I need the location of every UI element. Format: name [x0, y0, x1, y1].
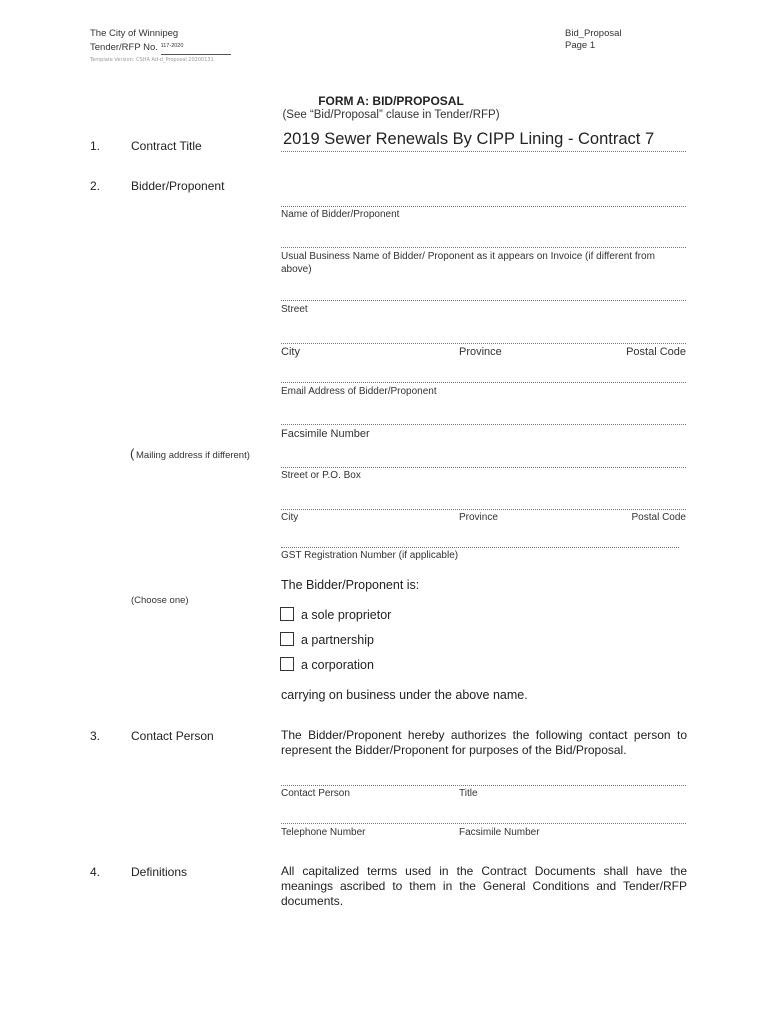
province-label: Province	[459, 346, 502, 358]
street-label: Street	[281, 304, 308, 315]
city-line[interactable]	[281, 343, 686, 344]
tender-number-field	[161, 40, 231, 55]
telephone-label: Telephone Number	[281, 827, 366, 838]
contact-fax-label: Facsimile Number	[459, 827, 540, 838]
partnership-label: a partnership	[301, 633, 374, 647]
city-2-label: City	[281, 512, 299, 523]
fax-line[interactable]	[281, 424, 686, 425]
email-line[interactable]	[281, 382, 686, 383]
section-4-label: Definitions	[131, 865, 188, 879]
page-number: Page 1	[565, 40, 596, 51]
corporation-label: a corporation	[301, 658, 374, 672]
street-po-line[interactable]	[281, 467, 686, 468]
partnership-checkbox[interactable]	[280, 632, 294, 646]
contact-person-label: Contact Person	[281, 788, 350, 799]
telephone-line[interactable]	[281, 823, 686, 824]
contact-authorization-text: The Bidder/Proponent hereby authorizes the following contact person to represent the Bidder/Proponent for purposes of the Bid/Proposal.	[281, 728, 687, 757]
tender-number	[90, 40, 231, 55]
form-subtitle: (See “Bid/Proposal” clause in Tender/RFP)	[282, 109, 500, 121]
fax-label: Facsimile Number	[281, 428, 370, 440]
usual-name-label: Usual Business Name of Bidder/ Proponent as it appears on Invoice (if different from above)	[281, 251, 655, 275]
section-3-number: 3.	[90, 729, 101, 743]
contract-title-value[interactable]: 2019 Sewer Renewals By CIPP Lining - Contract 7	[283, 130, 655, 148]
contact-person-line[interactable]	[281, 785, 686, 786]
form-title: FORM A: BID/PROPOSAL	[318, 94, 464, 108]
sole-proprietor-checkbox[interactable]	[280, 607, 294, 621]
definitions-text: All capitalized terms used in the Contract Documents shall have the meanings ascribed to them in the General Conditions and Tender/RFP documents.	[281, 864, 687, 908]
tender-number-value: 117-2020	[160, 43, 184, 49]
section-4-number: 4.	[90, 865, 101, 879]
street-po-label: Street or P.O. Box	[281, 470, 361, 481]
gst-label: GST Registration Number (if applicable)	[281, 550, 459, 561]
city-2-line[interactable]	[281, 509, 686, 510]
mailing-address-label: Mailing address if different)	[136, 450, 250, 461]
org-name: The City of Winnipeg	[90, 28, 179, 39]
section-3-label: Contact Person	[131, 729, 214, 743]
template-version: Template Version: CSHA Ad-d_Proposal 20200131	[90, 57, 214, 63]
section-2-label: Bidder/Proponent	[131, 179, 225, 193]
section-1-label: Contract Title	[131, 139, 202, 153]
usual-name-line[interactable]	[281, 247, 686, 248]
contact-title-label: Title	[459, 788, 478, 799]
choose-one-label: (Choose one)	[131, 595, 189, 606]
sole-proprietor-label: a sole proprietor	[301, 608, 392, 622]
carrying-on-text: carrying on business under the above name.	[281, 688, 528, 702]
city-label: City	[281, 346, 300, 358]
corporation-checkbox[interactable]	[280, 657, 294, 671]
postal-code-label: Postal Code	[626, 346, 686, 358]
mailing-paren: (	[130, 446, 135, 461]
street-line[interactable]	[281, 300, 686, 301]
contract-title-line	[281, 151, 686, 152]
postal-code-2-label: Postal Code	[631, 512, 686, 523]
section-1-number: 1.	[90, 139, 101, 153]
province-2-label: Province	[459, 512, 498, 523]
tender-label: Tender/RFP No.	[90, 42, 158, 53]
section-2-number: 2.	[90, 179, 101, 193]
bidder-is-label: The Bidder/Proponent is:	[281, 578, 420, 592]
bidder-name-line[interactable]	[281, 206, 686, 207]
email-label: Email Address of Bidder/Proponent	[281, 386, 437, 397]
bidder-name-label: Name of Bidder/Proponent	[281, 209, 400, 220]
doc-name: Bid_Proposal	[565, 28, 622, 39]
gst-line[interactable]	[281, 547, 679, 548]
